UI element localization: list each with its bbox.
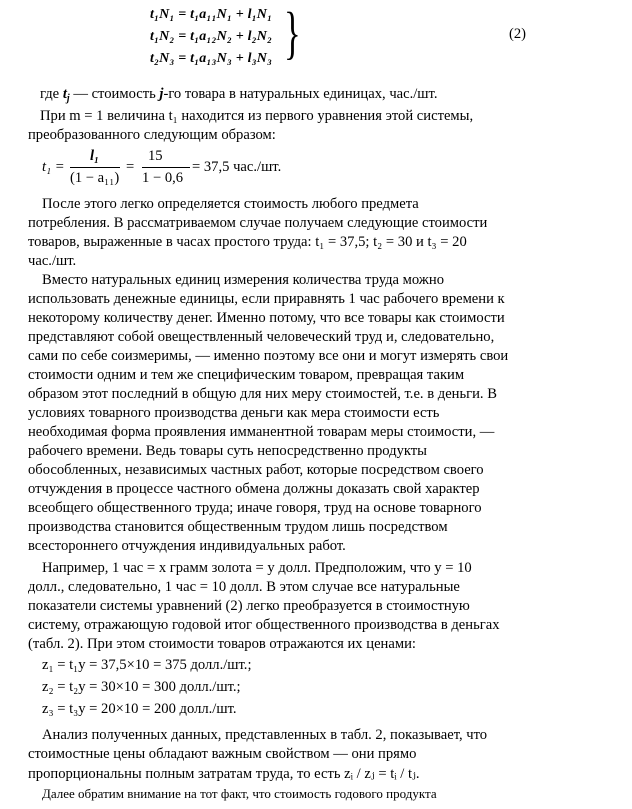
para3-line14: производства становится общественным трудом лишь посредством bbox=[28, 519, 448, 535]
para5-line3: пропорциональны полным затратам труда, то есть zᵢ / zⱼ = tᵢ / tⱼ. bbox=[28, 766, 420, 782]
fraction-bar-1 bbox=[70, 167, 120, 168]
para1-line1: При m = 1 величина t₁ находится из первого уравнения этой системы, bbox=[40, 108, 474, 124]
para3-line4: представляют собой овеществленный человеческий труд и, следовательно, bbox=[28, 329, 495, 345]
para3-line2: использовать денежные единицы, если приравнять 1 час рабочего времени к bbox=[28, 291, 505, 307]
where-line: где $t_j$ — стоимость j-го товара в натуральных единицах, час./шт. bbox=[40, 86, 438, 104]
para3-line13: всеобщего общественного труда; иначе говоря, труд на основе товарного bbox=[28, 500, 482, 516]
para2-line1: После этого легко определяется стоимость любого предмета bbox=[42, 196, 419, 212]
para3-line15: всестороннего отчуждения индивидуальных работ. bbox=[28, 538, 346, 554]
para3-line1: Вместо натуральных единиц измерения количества труда можно bbox=[42, 272, 444, 288]
formula-t1: t₁ = l₁ (1 − a₁₁) = 15 1 − 0,6 = 37,5 час./шт. bbox=[42, 148, 282, 186]
para3-line8: условиях товарного производства деньги как мера стоимости есть bbox=[28, 405, 440, 421]
para3-line11: обособленных, независимых частных работ, которые посредством своего bbox=[28, 462, 484, 478]
para4-line5: (табл. 2). При этом стоимости товаров отражаются их ценами: bbox=[28, 636, 416, 652]
para2-line3: товаров, выраженные в часах простого труда: t₁ = 37,5; t₂ = 30 и t₃ = 20 bbox=[28, 234, 467, 250]
para3-line6: стоимости одним и тем же специфическим товаром, превращая таким bbox=[28, 367, 465, 383]
para5-line1: Анализ полученных данных, представленных в табл. 2, показывает, что bbox=[42, 727, 488, 743]
right-brace: } bbox=[284, 0, 301, 65]
z1-line: z₁ = t₁y = 37,5×10 = 375 долл./шт.; bbox=[42, 657, 252, 673]
equation-number: (2) bbox=[509, 26, 527, 42]
para3-line9: необходимая форма проявления имманентной товарам меры стоимости, — bbox=[28, 424, 495, 440]
para2-line2: потребления. В рассматриваемом случае получаем следующие стоимости bbox=[28, 215, 488, 231]
fraction-bar-2 bbox=[142, 167, 190, 168]
para3-line12: отчуждения в процессе частного обмена должны доказать свой характер bbox=[28, 481, 480, 497]
equation-3: t₂N₃ = t₁a₁₃N₃ + l₃N₃ bbox=[150, 51, 273, 66]
equation-system bbox=[150, 0, 301, 70]
z2-line: z₂ = t₂y = 30×10 = 300 долл./шт.; bbox=[42, 679, 241, 695]
equation-2: t₁N₂ = t₁a₁₂N₂ + l₂N₂ bbox=[150, 29, 273, 44]
para4-line3: показатели системы уравнений (2) легко преобразуется в стоимостную bbox=[28, 598, 470, 614]
para3-line3: некоторому количеству денег. Именно потому, что все товары как стоимости bbox=[28, 310, 505, 326]
para3-line10: рабочего времени. Ведь товары суть непосредственно продукты bbox=[28, 443, 427, 459]
para3-line5: сами по себе соизмеримы, — именно поэтому все они и могут измерять свои bbox=[28, 348, 509, 364]
para4-line2: долл., следовательно, 1 час = 10 долл. В этом случае все натуральные bbox=[28, 579, 460, 595]
para6-line1: Далее обратим внимание на тот факт, что стоимость годового продукта bbox=[42, 786, 437, 801]
para5-line2: стоимостные цены обладают важным свойством — они прямо bbox=[28, 746, 417, 762]
para1-line2: преобразованного следующим образом: bbox=[28, 127, 276, 143]
para4-line1: Например, 1 час = x грамм золота = y долл. Предположим, что y = 10 bbox=[42, 560, 472, 576]
para4-line4: систему, отражающую годовой итог общественного производства в деньгах bbox=[28, 617, 500, 633]
z3-line: z₃ = t₃y = 20×10 = 200 долл./шт. bbox=[42, 701, 237, 717]
equation-1: t₁N₁ = t₁a₁₁N₁ + l₁N₁ bbox=[150, 7, 273, 22]
para2-line4: час./шт. bbox=[28, 253, 77, 269]
para3-line7: образом этот последний в общую для них меру стоимостей, т.е. в деньги. В bbox=[28, 386, 497, 402]
